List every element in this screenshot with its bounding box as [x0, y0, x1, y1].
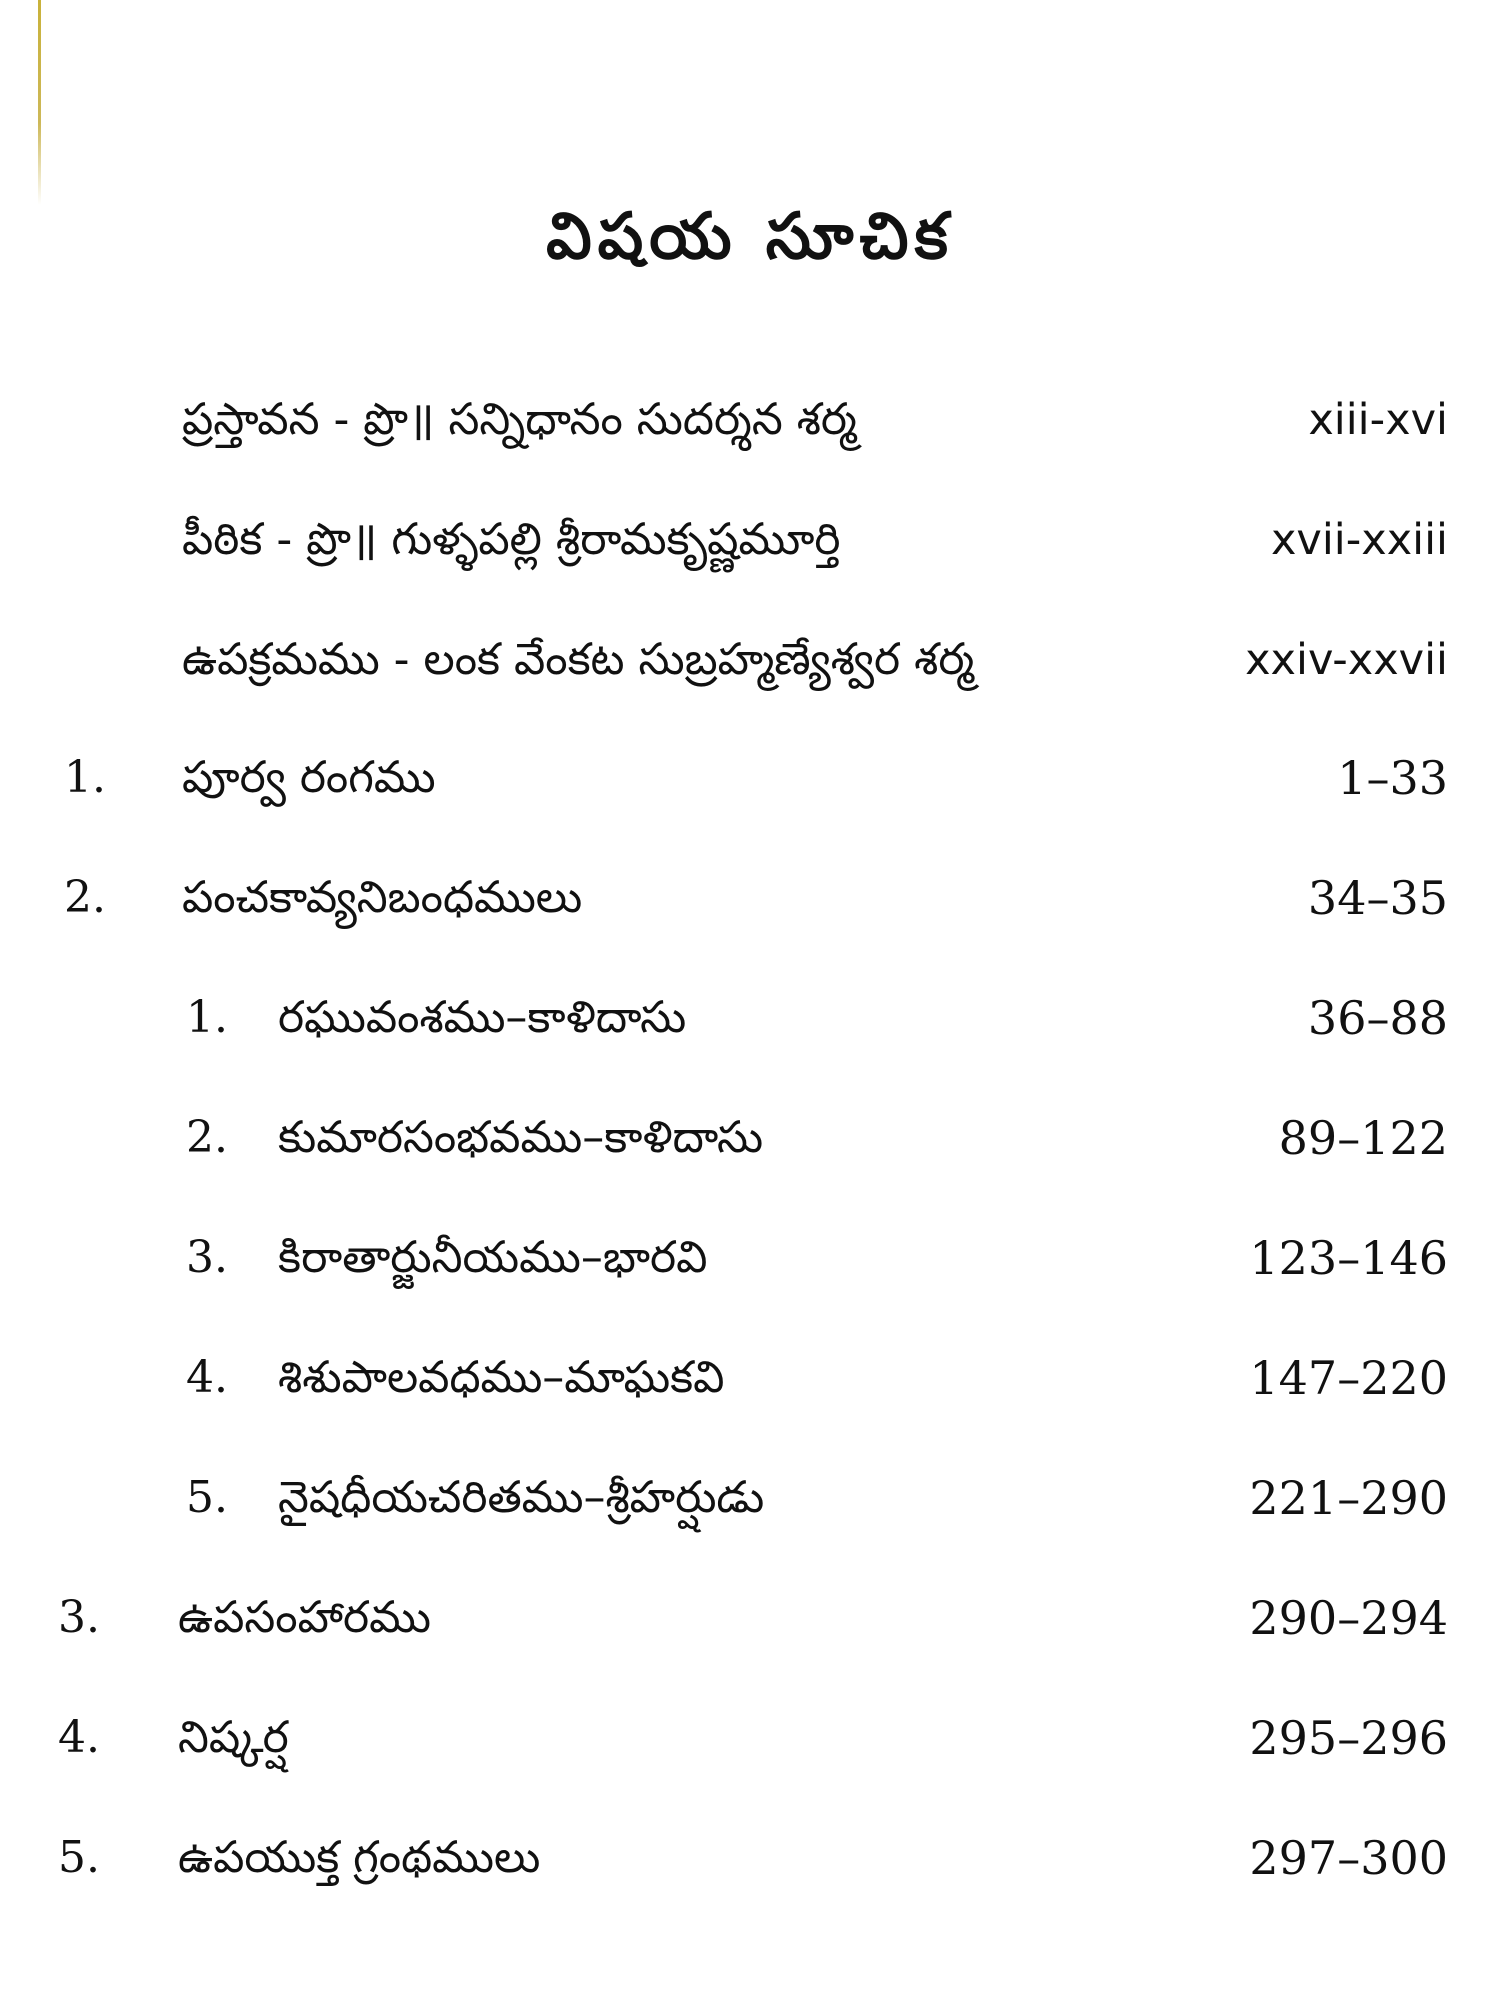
toc-subentry-number: 5. — [186, 1472, 228, 1523]
toc-entry — [0, 863, 1500, 933]
toc-entry-pages: 290–294 — [1249, 1591, 1448, 1645]
toc-subentry-number: 2. — [186, 1112, 228, 1163]
toc-entry-number: 1. — [64, 752, 106, 803]
toc-subentry-label: నైషధీయచరితము–శ్రీహర్షుడు — [278, 1472, 765, 1523]
toc-entry — [0, 1583, 1500, 1653]
toc-entry-pages: xxiv-xxvii — [1245, 635, 1448, 685]
toc-entry-pages: 297–300 — [1249, 1831, 1448, 1885]
toc-entry-pages: xvii-xxiii — [1270, 515, 1448, 565]
toc-entry-number: 4. — [58, 1712, 100, 1763]
toc-subentry-label: కిరాతార్జునీయము–భారవి — [278, 1232, 708, 1283]
toc-entry-label: పంచకావ్యనిబంధములు — [182, 872, 583, 923]
toc-entry-pages: 295–296 — [1249, 1711, 1448, 1765]
binding-edge-line — [38, 0, 41, 205]
toc-subentry-number: 1. — [186, 992, 228, 1043]
toc-entry-label: పీఠిక - ప్రొ॥ గుళ్ళపల్లి శ్రీరామకృష్ణమూర్తి — [182, 514, 841, 565]
toc-subentry-pages: 147–220 — [1249, 1351, 1448, 1405]
toc-entry-pages: xiii-xvi — [1308, 395, 1448, 445]
toc-entry-label: ఉపయుక్త గ్రంథములు — [178, 1832, 541, 1883]
toc-subentry-number: 4. — [186, 1352, 228, 1403]
toc-entry-pages: 34–35 — [1307, 871, 1448, 925]
toc-entry — [0, 1703, 1500, 1773]
toc-entry — [0, 385, 1500, 455]
toc-entry-label: పూర్వ రంగము — [182, 752, 436, 803]
toc-entry-pages: 1–33 — [1337, 751, 1448, 805]
toc-subentry-pages: 89–122 — [1278, 1111, 1448, 1165]
toc-subentry — [0, 1103, 1500, 1173]
toc-entry-number: 3. — [58, 1592, 100, 1643]
toc-entry — [0, 1823, 1500, 1893]
toc-subentry — [0, 1343, 1500, 1413]
toc-subentry — [0, 983, 1500, 1053]
toc-entry-number: 5. — [58, 1832, 100, 1883]
toc-entry — [0, 505, 1500, 575]
toc-entry-number: 2. — [64, 872, 106, 923]
toc-entry — [0, 625, 1500, 695]
toc-subentry-pages: 221–290 — [1249, 1471, 1448, 1525]
toc-subentry — [0, 1223, 1500, 1293]
toc-subentry-number: 3. — [186, 1232, 228, 1283]
toc-entry-label: ఉపక్రమము - లంక వేంకట సుబ్రహ్మణ్యేశ్వర శర్మ — [182, 634, 975, 685]
toc-subentry-label: శిశుపాలవధము–మాఘకవి — [278, 1352, 725, 1403]
toc-subentry-pages: 123–146 — [1249, 1231, 1448, 1285]
toc-subentry-pages: 36–88 — [1307, 991, 1448, 1045]
toc-entry-label: ప్రస్తావన - ప్రొ॥ సన్నిధానం సుదర్శన శర్మ — [182, 394, 857, 445]
toc-entry-label: ఉపసంహారము — [178, 1592, 431, 1643]
toc-subentry — [0, 1463, 1500, 1533]
toc-subentry-label: కుమారసంభవము–కాళిదాసు — [278, 1112, 764, 1163]
page-title: విషయ సూచిక — [546, 200, 954, 274]
toc-entry — [0, 743, 1500, 813]
toc-entry-label: నిష్కర్ష — [178, 1712, 289, 1763]
toc-subentry-label: రఘువంశము–కాళిదాసు — [278, 992, 687, 1043]
